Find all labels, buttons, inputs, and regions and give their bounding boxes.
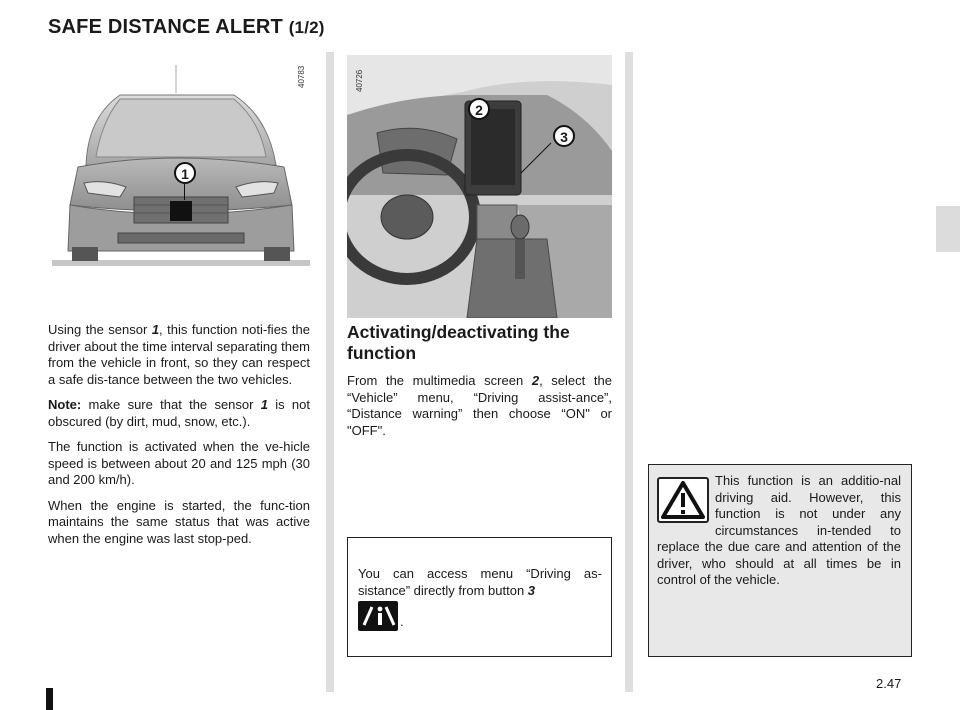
callout-1-leader — [184, 184, 185, 200]
dashboard-figure — [347, 55, 612, 318]
warning-box — [648, 464, 912, 657]
page-title — [48, 16, 325, 39]
car-front-figure — [48, 55, 314, 273]
figure-ref-40726: 40726 — [355, 69, 364, 92]
info-box-text: You can access menu “Driving as-sistance” directly from button 3 — [358, 566, 602, 598]
paragraph-activation: From the multimedia screen 2, select the “Vehicle” menu, “Driving assist-ance”, “Distance warning” then choose “ON" or "OFF". — [347, 373, 612, 438]
page-number: 2.47 — [876, 676, 902, 691]
paragraph-note: Note: make sure that the sensor 1 is not obscured (by dirt, mud, snow, etc.). — [48, 397, 310, 429]
warning-text: This function is an additio-nal driving aid. However, this function is not under any circumstances in-tended to replace the due care and attention of the driver, who should at all times be in control of the vehicle. — [657, 473, 901, 587]
info-box-period: . — [400, 614, 404, 629]
figure-ref-40783: 40783 — [297, 65, 306, 88]
column-divider-right — [625, 52, 633, 692]
title-part: (1/2) — [288, 18, 325, 37]
paragraph-engine-start: When the engine is started, the func-tion maintains the same status that was active when the engine was last stop-ped. — [48, 497, 310, 546]
callout-3: 3 — [553, 125, 575, 147]
paragraph-sensor-intro: Using the sensor 1, this function noti-fies the driver about the time interval separating them from the vehicle in front, so they can respect a safe dis-tance between the two vehicles. — [48, 322, 310, 387]
callout-1: 1 — [174, 162, 196, 184]
section-heading: Activating/deactivating the function — [347, 322, 570, 363]
left-column-text — [48, 322, 310, 556]
crop-mark — [46, 688, 53, 710]
middle-column-text — [347, 322, 612, 448]
title-text: SAFE DISTANCE ALERT — [48, 16, 283, 38]
column-divider-left — [326, 52, 334, 692]
dashboard-illustration — [347, 55, 612, 318]
side-tab — [936, 206, 960, 252]
info-box — [347, 537, 612, 657]
paragraph-speed-range: The function is activated when the ve-hicle speed is between about 20 and 125 mph (30 and 200 km/h). — [48, 439, 310, 487]
callout-2: 2 — [468, 98, 490, 120]
driving-aid-button-icon — [358, 601, 398, 631]
